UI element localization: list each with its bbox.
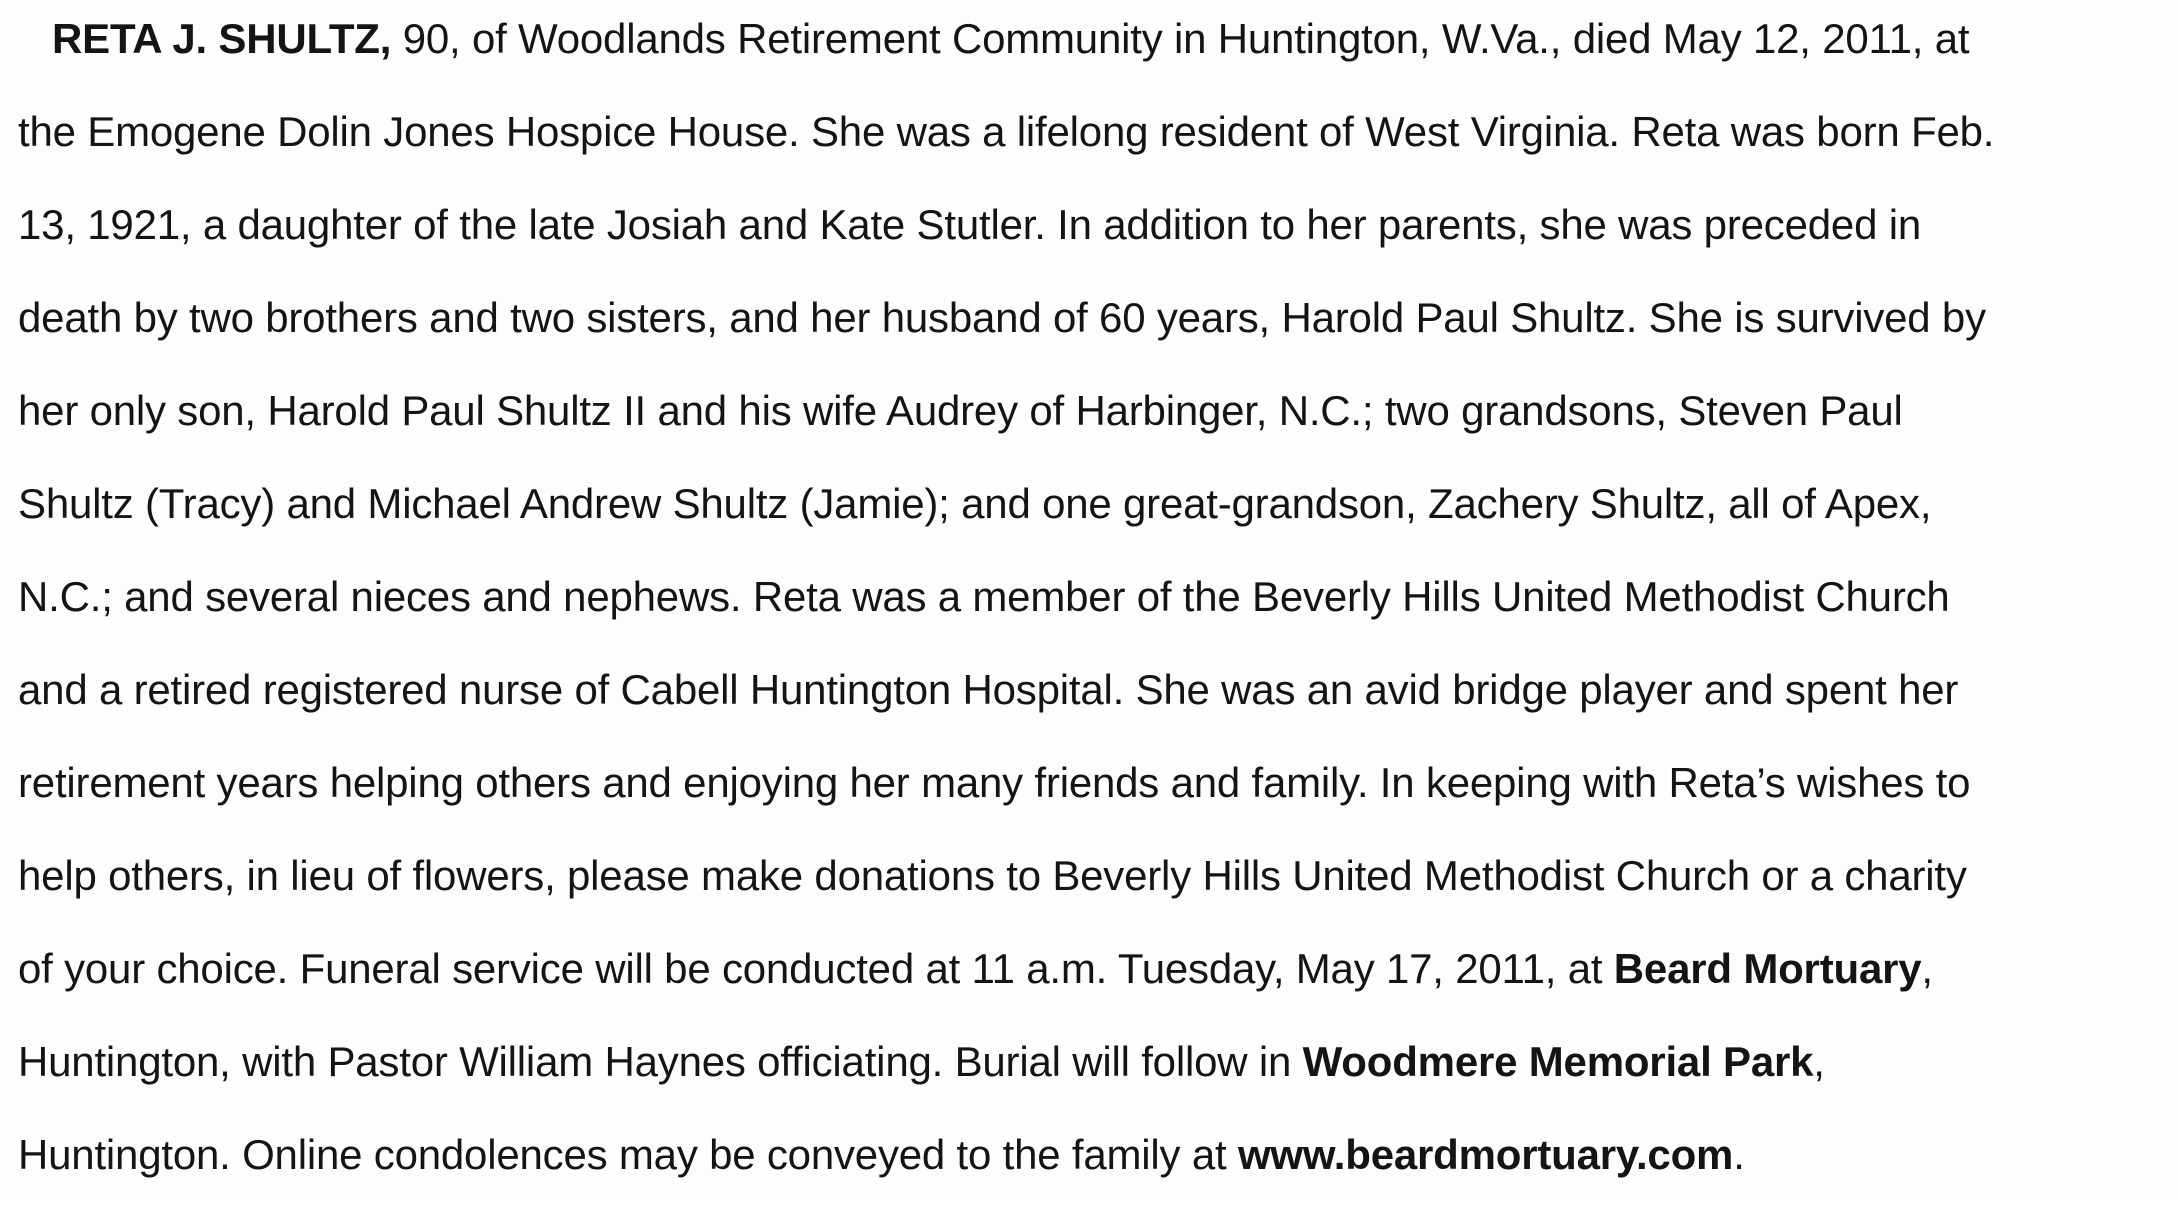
obituary-line-12 <box>18 1033 2168 1126</box>
obituary-line-5 <box>18 382 2168 475</box>
cemetery-name: Woodmere Memorial Park <box>1302 1038 1814 1085</box>
obituary-line-3 <box>18 196 2168 289</box>
obituary-line-9 <box>18 754 2168 847</box>
obituary-line-13 <box>18 1126 2168 1219</box>
line-7-text: N.C.; and several nieces and nephews. Reta was a member of the Beverly Hills United Methodist Church <box>18 573 1950 620</box>
line-6-text: Shultz (Tracy) and Michael Andrew Shultz (Jamie); and one great-grandson, Zachery Shultz, all of Apex, <box>18 480 1932 527</box>
deceased-name: RETA J. SHULTZ, <box>52 15 392 62</box>
line-4-text: death by two brothers and two sisters, and her husband of 60 years, Harold Paul Shultz. She is survived by <box>18 294 1986 341</box>
line-3-text: 13, 1921, a daughter of the late Josiah and Kate Stutler. In addition to her parents, she was preceded in <box>18 201 1921 248</box>
line-11-text: of your choice. Funeral service will be conducted at 11 a.m. Tuesday, May 17, 2011, at <box>18 945 1614 992</box>
mortuary-name: Beard Mortuary <box>1613 945 1922 992</box>
obituary-line-10 <box>18 847 2168 940</box>
line-10-text: help others, in lieu of flowers, please make donations to Beverly Hills United Methodist Church or a charity <box>18 852 1967 899</box>
obituary-line-2 <box>18 103 2168 196</box>
obituary-line-11 <box>18 940 2168 1033</box>
obituary-line-1 <box>18 10 2168 103</box>
line-9-text: retirement years helping others and enjoying her many friends and family. In keeping with Reta’s wishes to <box>18 759 1971 806</box>
line-1-text: 90, of Woodlands Retirement Community in Huntington, W.Va., died May 12, 2011, at <box>391 15 1970 62</box>
cemetery-suffix: , <box>1813 1038 1825 1085</box>
line-13-text: Huntington. Online condolences may be conveyed to the family at <box>18 1131 1238 1178</box>
line-12-text: Huntington, with Pastor William Haynes officiating. Burial will follow in <box>18 1038 1303 1085</box>
line-5-text: her only son, Harold Paul Shultz II and his wife Audrey of Harbinger, N.C.; two grandsons, Steven Paul <box>18 387 1903 434</box>
obituary-line-6 <box>18 475 2168 568</box>
mortuary-website: www.beardmortuary.com <box>1237 1131 1734 1178</box>
obituary-line-8 <box>18 661 2168 754</box>
obituary-line-7 <box>18 568 2168 661</box>
line-8-text: and a retired registered nurse of Cabell Huntington Hospital. She was an avid bridge player and spent her <box>18 666 1959 713</box>
mortuary-suffix: , <box>1921 945 1933 992</box>
website-suffix: . <box>1733 1131 1745 1178</box>
obituary-line-4 <box>18 289 2168 382</box>
obituary-text <box>18 10 2168 1219</box>
line-2-text: the Emogene Dolin Jones Hospice House. She was a lifelong resident of West Virginia. Reta was born Feb. <box>18 108 1995 155</box>
